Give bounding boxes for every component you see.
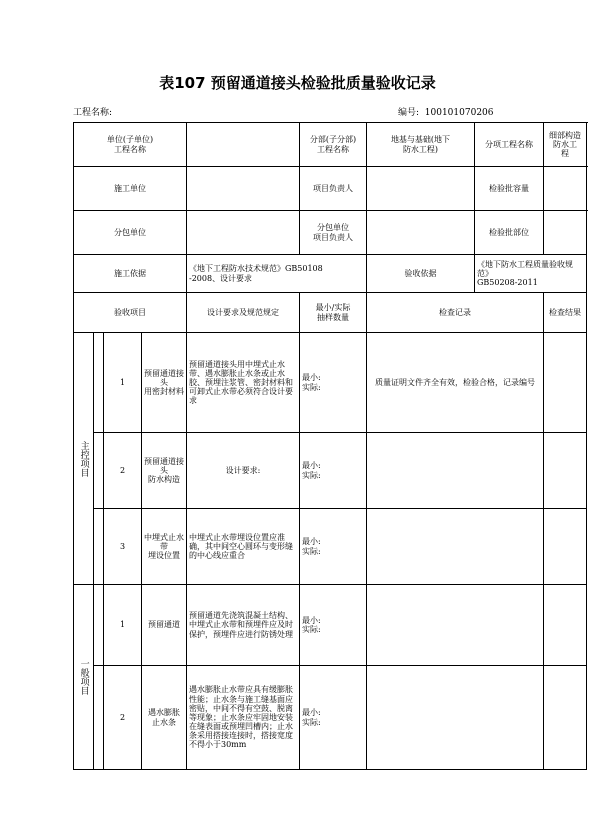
code-value: 100101070206 bbox=[424, 108, 494, 118]
header-result: 检查结果 bbox=[544, 293, 587, 333]
item-name: 预留通道 bbox=[142, 585, 187, 666]
item-sample bbox=[300, 666, 367, 770]
batch-capacity-value bbox=[544, 167, 587, 211]
min-label: 最小: bbox=[302, 615, 321, 625]
sub-item-value: 细部构造防水工 程 bbox=[544, 123, 587, 167]
item-number: 1 bbox=[104, 585, 142, 666]
min-label: 最小: bbox=[302, 461, 321, 471]
min-label: 最小: bbox=[302, 708, 321, 718]
header-record: 检查记录 bbox=[367, 293, 544, 333]
acceptance-basis-value: 《地下防水工程质量验收规范》 GB50208-2011 bbox=[475, 255, 587, 293]
batch-location-value bbox=[544, 211, 587, 255]
subdivision-value: 地基与基础(地下 防水工程) bbox=[367, 123, 475, 167]
item-result bbox=[544, 433, 587, 509]
item-number: 2 bbox=[104, 433, 142, 509]
item-number: 3 bbox=[104, 509, 142, 585]
construction-basis-label: 施工依据 bbox=[74, 255, 187, 293]
inspection-record-table bbox=[73, 122, 587, 770]
sub-gap bbox=[94, 333, 104, 433]
item-sample bbox=[300, 333, 367, 433]
construction-basis-value: 《地下工程防水技术规范》GB50108 -2008、设计要求 bbox=[187, 255, 367, 293]
project-manager-label: 项目负责人 bbox=[300, 167, 367, 211]
actual-label: 实际: bbox=[302, 717, 321, 727]
sub-manager-label: 分包单位 项目负责人 bbox=[300, 211, 367, 255]
header-sample: 最小/实际 抽样数量 bbox=[300, 293, 367, 333]
actual-label: 实际: bbox=[302, 382, 321, 392]
item-record bbox=[367, 585, 544, 666]
header-requirement: 设计要求及规范规定 bbox=[187, 293, 300, 333]
table-row bbox=[74, 585, 587, 666]
item-sample bbox=[300, 433, 367, 509]
sub-gap bbox=[94, 666, 104, 770]
table-row bbox=[74, 333, 587, 433]
min-label: 最小: bbox=[302, 373, 321, 383]
code-field bbox=[398, 105, 494, 118]
item-result bbox=[544, 666, 587, 770]
general-items-text: 一般项目 bbox=[78, 659, 89, 695]
item-record bbox=[367, 666, 544, 770]
page-title: 表107 预留通道接头检验批质量验收记录 bbox=[159, 74, 436, 92]
subcontractor-label: 分包单位 bbox=[74, 211, 187, 255]
item-requirement: 预留通道先浇筑混凝土结构、中埋式止水带和预埋件应及时保护，预埋件应进行防锈处理 bbox=[187, 585, 300, 666]
item-name: 预留通道接头 用密封材料 bbox=[142, 333, 187, 433]
item-result bbox=[544, 585, 587, 666]
item-requirement: 预留通道接头用中埋式止水带、遇水膨胀止水条或止水胶、预埋注浆管、密封材料和可卸式止水带必须符合设计要求 bbox=[187, 333, 300, 433]
project-manager-value bbox=[367, 167, 475, 211]
subcontractor-value bbox=[187, 211, 300, 255]
item-name: 预留通道接头 防水构造 bbox=[142, 433, 187, 509]
sub-gap bbox=[94, 585, 104, 666]
item-requirement: 设计要求: bbox=[187, 433, 300, 509]
actual-label: 实际: bbox=[302, 470, 321, 480]
contractor-value bbox=[187, 167, 300, 211]
item-result bbox=[544, 509, 587, 585]
sub-item-label: 分项工程名称 bbox=[475, 123, 544, 167]
project-name-label: 工程名称: bbox=[73, 108, 113, 118]
table-row bbox=[74, 666, 587, 770]
sub-manager-value bbox=[367, 211, 475, 255]
item-sample bbox=[300, 585, 367, 666]
item-record bbox=[367, 509, 544, 585]
item-number: 2 bbox=[104, 666, 142, 770]
code-label: 编号: bbox=[398, 108, 420, 118]
sub-gap bbox=[94, 433, 104, 509]
item-result bbox=[544, 333, 587, 433]
batch-capacity-label: 检验批容量 bbox=[475, 167, 544, 211]
main-items-text: 主控项目 bbox=[78, 440, 89, 477]
general-items-label bbox=[74, 585, 94, 770]
batch-location-label: 检验批部位 bbox=[475, 211, 544, 255]
actual-label: 实际: bbox=[302, 625, 321, 634]
acceptance-basis-label: 验收依据 bbox=[367, 255, 475, 293]
item-name: 中埋式止水带 埋设位置 bbox=[142, 509, 187, 585]
table-row bbox=[74, 509, 587, 585]
item-record: 质量证明文件齐全有效，检验合格，记录编号 bbox=[367, 333, 544, 433]
unit-project-value bbox=[187, 123, 300, 167]
sub-gap bbox=[94, 509, 104, 585]
item-requirement: 中埋式止水带埋设位置应准确，其中间空心圆环与变形缝的中心线应重合 bbox=[187, 509, 300, 585]
item-sample bbox=[300, 509, 367, 585]
actual-label: 实际: bbox=[302, 546, 321, 556]
subdivision-label: 分部(子分部) 工程名称 bbox=[300, 123, 367, 167]
min-label: 最小: bbox=[302, 537, 321, 547]
unit-project-label: 单位(子单位) 工程名称 bbox=[74, 123, 187, 167]
table-row bbox=[74, 433, 587, 509]
main-items-label bbox=[74, 333, 94, 585]
item-number: 1 bbox=[104, 333, 142, 433]
header-item: 验收项目 bbox=[74, 293, 187, 333]
item-name: 遇水膨胀 止水条 bbox=[142, 666, 187, 770]
item-requirement: 遇水膨胀止水带应具有缓膨胀性能；止水条与施工缝基面应密贴，中间不得有空鼓、脱离等现象；止水条应牢固地安装在缝表面或预埋凹槽内；止水条采用搭接连接时，搭接宽度不得小于30mm bbox=[187, 666, 300, 770]
item-record bbox=[367, 433, 544, 509]
contractor-label: 施工单位 bbox=[74, 167, 187, 211]
